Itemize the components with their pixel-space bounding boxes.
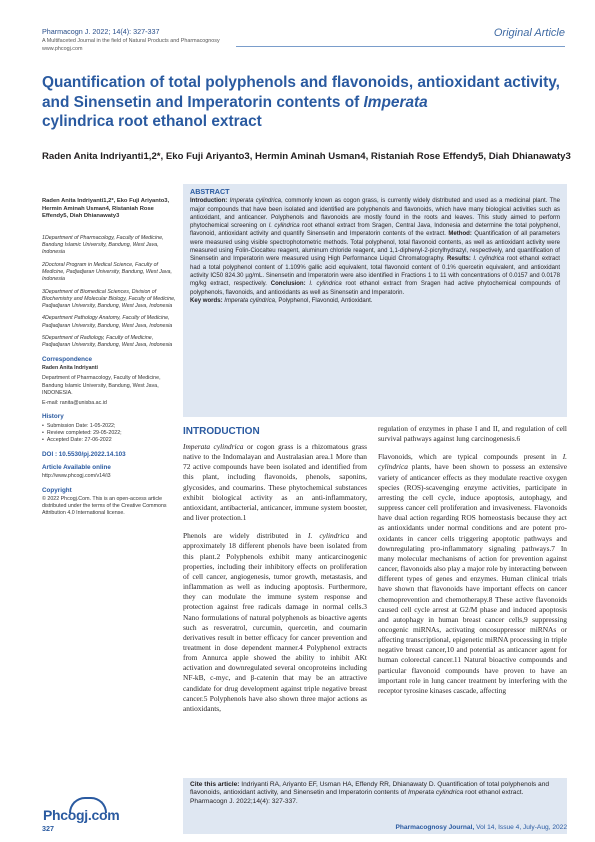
citation-text: root ethanol extract. Pharmacogn J. 2022;14(4): 327-337. — [190, 789, 524, 805]
correspondence-heading: Correspondence — [42, 355, 93, 363]
abstract-intro-text: root ethanol extract from Sragen, Central Java, Indonesia and determine the total polyphenol, flavonoid, antioxidant activity and quantify Sinensetin and Imperatorin contents of the extract. — [190, 223, 560, 238]
copyright-text: © 2022 Phcogj.Com. This is an open-access article distributed under the terms of the Creative Commons Attribution 4.0 International license. — [42, 495, 167, 517]
affiliation: 4Department Pathology Anatomy, Faculty of Medicine, Padjadjaran University, Bandung, West Java, Indonesia — [42, 315, 173, 329]
abstract-intro-text: , commonly known as cogon grass, is currently widely distributed and used as a medicinal plant. The major compounds that have been isolated and identified are polyphenols and flavonoids, which have many biological activities such as antioxidant, and anticancer. Polyphenols and flavonoids are mostly found in the roots and leaves. This study aimed to perform phytochemical screening on — [190, 198, 560, 230]
abstract-box — [183, 184, 567, 417]
body-column-right — [378, 424, 567, 704]
title-text-2: cylindrica root ethanol extract — [42, 113, 262, 130]
article-title — [42, 73, 572, 132]
paragraph: regulation of enzymes in phase I and II, and regulation of cell survival pathways against lung carcinogenesis.6 — [378, 424, 567, 444]
journal-citation: Pharmacogn J. 2022; 14(4): 327-337 — [42, 27, 160, 36]
paragraph-text: Flavonoids, which are typical compounds present in — [378, 452, 563, 462]
abstract-results-label: Results: — [447, 256, 471, 263]
paragraph-text: plants, have been shown to possess an extensive variety of anticancer effects as they modulate reactive oxygen species (ROS)-scavenging enzyme activities, participate in arresting the cell cycle, induce apoptosis, autophagy, and suppress cancer cell proliferation and invasiveness. Flavonoids have dual action regarding ROS homeostasis because they act as antioxidants under normal conditions and are potent pro-oxidants in cancer cells triggering apoptotic pathways and downregulating pro-inflammatory signaling pathways.7 In many molecular mechanisms of action for prevention against cancer, flavonoids also play a major role by interacting between different types of genes and enzymes. Human clinical trials have shown that flavonoids have important effects on cancer chemoprevention and chemotherapy.8 These active flavonoids caused cell cycle arrest at G2/M phase and induced apoptosis and autophagy in human breast cancer cells,9 suppressing oncogenic miRNAs, activating oncosuppressor miRNAs or affecting transcriptional, epigenetic miRNA processing in triple negative breast cancer,10 and potential as anticancer agent for human colorectal cancer.11 Natural bioactive compounds and particular flavonoid compounds have proven to have an important role in lung cancer treatment by interfering with the receptor tyrosine kinases cascade, affecting — [378, 462, 567, 695]
body-column-left — [183, 442, 367, 722]
copyright-heading: Copyright — [42, 486, 72, 494]
affiliation: 5Department of Radiology, Faculty of Medicine, Padjadjaran University, Bandung, West Java, Indonesia — [42, 335, 173, 349]
author-list: Raden Anita Indriyanti1,2*, Eko Fuji Ariyanto3, Hermin Aminah Usman4, Ristaniah Rose Effendy5, Diah Dhianawaty3 — [42, 151, 571, 162]
sidebar — [42, 198, 176, 521]
affiliation: 3Department of Biomedical Sciences, Division of Biochemistry and Molecular Biology, Faculty of Medicine, Padjadjaran University, Bandung, West Java, Indonesia — [42, 288, 176, 310]
paragraph — [183, 442, 367, 523]
keywords-text: , Polyphenol, Flavonoid, Antioxidant. — [275, 297, 373, 304]
journal-subtitle: A Multifaceted Journal in the field of Natural Products and Pharmacognosy — [42, 37, 220, 44]
header-divider — [236, 46, 565, 47]
sidebar-authors: Raden Anita Indriyanti1,2*, Eko Fuji Ariyanto3, Hermin Aminah Usman4, Ristaniah Rose Effendy5, Diah Dhianawaty3 — [42, 198, 170, 220]
article-type-label: Original Article — [493, 27, 565, 39]
abstract-species: I. cylindrica — [268, 223, 300, 230]
journal-header — [42, 28, 220, 54]
title-text-1: Quantification of total polyphenols and flavonoids, antioxidant activity, and Sinensetin and Imperatorin contents of — [42, 74, 560, 111]
doi[interactable]: DOI : 10.5530/pj.2022.14.103 — [42, 450, 126, 458]
species-name: I. cylindrica — [308, 531, 350, 541]
paragraph-text: Phenols are widely distributed in — [183, 531, 308, 541]
history-list — [42, 423, 176, 445]
abstract-heading: ABSTRACT — [190, 187, 230, 196]
abstract-body — [190, 197, 560, 305]
online-heading: Article Available online — [42, 463, 111, 471]
correspondence-address: Department of Pharmacology, Faculty of Medicine, Bandung Islamic University, Bandung, West Java, INDONESIA. — [42, 375, 161, 396]
logo-text: Phcogj.com — [43, 807, 120, 823]
title-italic: Imperata — [363, 93, 428, 111]
abstract-intro-label: Introduction: — [190, 198, 228, 205]
citation-species: Imperata cylindrica — [407, 789, 464, 797]
paragraph-text: and approximately 18 different phenols have been isolated from this plant.2 Polyphenols exhibit many anticarcinogenic properties, including their inhibitory effects on proliferation of cell cancer, angiogenesis, tumor growth, metastasis, and inflammation as well as inducing apoptosis. Furthermore, they can modulate the immune system response and protection against free radicals damage in normal cells.3 Nano formulations of natural polyphenols as bioactive agents such as resveratrol, curcumin, quercetin, and coumarin derivatives result in better efficacy for cancer prevention and treatment in dose dependent manner.4 Polyphenol extracts from Annurca apple showed the ability to inhibit AKt activation and downregulated several oncoproteins including NF-kB, c-myc, and β-catenin that may be an attractive candidate for drug development against triple negative breast cancer.5 Polyphenols have also shown three major actions as antioxidants, — [183, 531, 367, 713]
abstract-method-text: Quantification of all parameters were measured using visible spectrophotometric methods. Total polyphenol, total flavonoid contents, as well as antioxidant activity were measured using Folin-Ciocalteu reagent, aluminum chloride reagent, and 1,1-diphenyl-2-picrylhydrazyl, respectively, and quantification of Sinensetin and Imperatorin were measured using High Performance Liquid Chromatography. — [190, 231, 560, 263]
paragraph — [183, 531, 367, 714]
paragraph — [378, 452, 567, 696]
citation-text: Indriyanti RA, Ariyanto EF, Usman HA, Effendy RR, Dhianawaty D. Quantification of total polyphenols and flavonoids, antioxidant activity, and Sinensetin and Imperatorin contents of — [190, 781, 550, 797]
history-item: • Accepted Date: 27-06-2022 — [42, 437, 176, 444]
keywords-species: Imperata cylindrica — [224, 297, 276, 304]
page-number: 327 — [42, 824, 54, 833]
abstract-species: I. cylindrica — [473, 256, 505, 263]
citation-label: Cite this article: — [190, 781, 240, 788]
abstract-conclusion-text: root ethanol extract from Sragen had active phytochemical compounds of polyphenols, flavonoids, and antioxidants as well as Sinensetin and Imperatorin. — [190, 281, 560, 296]
affiliation: 1Department of Pharmacology, Faculty of Medicine, Bandung Islamic University, Bandung, West Java, Indonesia — [42, 234, 164, 256]
journal-url[interactable]: www.phcogj.com — [42, 46, 83, 52]
species-name: Imperata cylindrica — [183, 442, 244, 451]
footer-journal — [395, 824, 567, 831]
history-heading: History — [42, 413, 64, 421]
abstract-species: I. cylindrica — [309, 281, 342, 288]
introduction-heading: INTRODUCTION — [183, 426, 260, 437]
affiliation: 2Doctoral Program in Medical Science, Faculty of Medicine, Padjadjaran University, Bandung, West Java, Indonesia — [42, 261, 172, 283]
abstract-conclusion-label: Conclusion: — [270, 281, 306, 288]
correspondence-name: Raden Anita Indriyanti — [42, 364, 99, 371]
phcogj-logo — [43, 797, 133, 827]
footer-journal-name: Pharmacognosy Journal, — [395, 824, 475, 831]
abstract-method-label: Method: — [448, 231, 472, 238]
history-item: • Review completed: 29-05-2022; — [42, 430, 176, 437]
history-item: • Submission Date: 1-05-2022; — [42, 423, 176, 430]
article-url[interactable]: http://www.phcogj.com/v14/i3 — [42, 473, 111, 480]
footer-issue: Vol 14, Issue 4, July-Aug, 2022 — [474, 824, 567, 831]
correspondence-email[interactable]: E-mail: ranita@unisba.ac.id — [42, 400, 107, 407]
species-name: I. cylindrica — [378, 452, 567, 472]
keywords-label: Key words: — [190, 297, 223, 304]
abstract-species: Imperata cylindrica — [229, 198, 281, 205]
paragraph-text: or cogon grass is a rhizomatous grass native to the Indomalayan and Australasian area.1 More than 72 active compounds have been isolated and identified from this plant, including flavonoids, phenols, saponins, glycosides, and coumarins. These phytochemical substances exhibit biological activity as an anti-inflammatory, antioxidant, antibacterial, anticancer, immune system booster, and liver protection.1 — [183, 442, 368, 523]
abstract-results-text: root ethanol extract had a total polyphenol content of 1.109% gallic acid equivalent, total flavonoid content of 0.1% quercetin equivalent, and antioxidant activity IC50 824.30 µg/mL. Sinensetin and Imperatorin were also identified in Fractions 1 to 11 with concentrations of 0.0157 and 0.0178 mg/kg extract, respectively. — [190, 256, 560, 288]
